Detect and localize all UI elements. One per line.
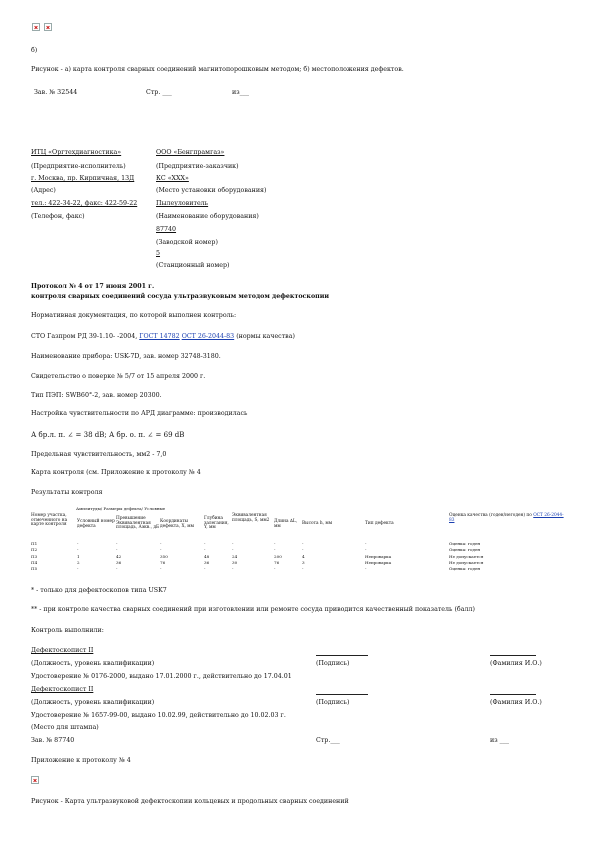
control-map-ref: Карта контроля (см. Приложение к протоколу № 4 [31,469,201,476]
equipment-name: Пылеуловитель [156,200,209,207]
table-cell: - [160,541,162,546]
person2-role: Дефектоскопист II [31,686,94,693]
header-cell [449,514,569,540]
executor-phone: тел.: 422-34-22, факс: 422-59-22 [31,200,138,207]
header-cell: Координаты дефекта, Х, мм [160,519,194,529]
person2-signature-caption: (Подпись) [316,699,350,706]
table-cell: - [204,547,206,553]
broken-image-icon [44,23,52,31]
table-group-header: Амплитуды/ Размеры дефекта/ Условные [76,506,166,511]
executor-address: г. Москва, пр. Кирпичная, 13Д [31,175,135,182]
equipment-caption: (Наименование оборудования) [156,213,259,220]
broken-image-icon [32,23,40,31]
table-cell: Оценка: годен [449,541,481,546]
table-cell: 1 [77,553,80,559]
table-cell: П1 [31,541,38,546]
person1-role: Дефектоскопист II [31,647,94,654]
standards-line [31,334,295,340]
customer-name: ООО «Бенгпрамгаз» [156,149,225,156]
table-cell: 350 [160,553,168,559]
table-cell: - [365,541,367,546]
person1-signature-caption: (Подпись) [316,660,350,667]
header-link-ost[interactable]: ОСТ 26-2044-83 [449,513,564,523]
table-cell: П3 [31,553,38,559]
sensitivity-setup: Настройка чувствительности по АРД диаграмме: производилась [31,410,248,417]
signature-line [316,694,368,695]
page-label-bottom: Стр.___ [316,737,340,744]
table-cell: - [302,566,304,572]
table-cell: П5 [31,566,38,572]
name-line [490,655,536,656]
table-cell: - [77,566,79,572]
phone-caption: (Телефон, факс) [31,213,85,220]
table-cell: - [232,541,234,546]
executor-caption: (Предприятие-исполнитель) [31,163,126,170]
level-line: А бр.л. п. ∠ = 38 dB; А бр. о. п. ∠ = 69 dB [31,431,185,439]
table-cell: 76 [160,559,166,565]
table-cell: Непроварка [365,559,392,565]
table-cell: 30 [232,559,238,565]
figure-caption-bottom: Рисунок - Карта ультразвуковой дефектоскопии кольцевых и продольных сварных соединений [31,798,349,805]
protocol-subtitle: контроля сварных соединений сосуда ультразвуковым методом дефектоскопии [31,293,330,300]
table-cell: - [274,547,276,553]
table-cell: - [302,541,304,546]
serial-caption: (Заводской номер) [156,239,218,246]
table-cell: - [116,547,118,553]
table-cell: 2 [77,559,80,565]
signature-line [316,655,368,656]
table-cell: 200 [274,553,282,559]
header-cell: Номер участка, отмеченного на карте контроля [31,513,68,527]
page-label-top: Стр. ___ [146,89,172,96]
stamp-place: (Место для штампа) [31,724,99,731]
station-caption: (Станционный номер) [156,262,230,269]
table-cell: - [274,566,276,572]
table-cell: Не допускается [449,553,484,559]
protocol-title: Протокол № 4 от 17 июня 2001 г. [31,283,155,290]
table-cell: - [77,547,79,553]
table-cell: - [365,566,367,572]
customer-caption: (Предприятие-заказчик) [156,163,239,170]
header-cell: Превышение Эквивалентная площадь, Аэкв., дБ [116,516,160,530]
table-cell: - [160,547,162,553]
table-cell: - [204,566,206,572]
standard-prefix: СТО Газпром РД 39-1.10- -2004, [31,333,138,340]
note-2: ** - при контроле качества сварных соединений при изготовлении или ремонте сосуда приводится качественный показатель (балл) [31,606,475,613]
table-header-row [31,514,569,540]
header-cell: Тип дефекта [365,521,394,526]
person2-certificate: Удостоверение № 1657-99-00, выдано 10.02.99, действительно до 10.02.03 г. [31,712,286,719]
table-cell: - [302,547,304,553]
table-cell: П2 [31,547,38,553]
table-cell: - [204,541,206,546]
address-caption: (Адрес) [31,187,56,194]
person2-name-caption: (Фамилия И.О.) [490,699,542,706]
table-cell: - [232,547,234,553]
name-line [490,694,536,695]
person2-caption: (Должность, уровень квалификации) [31,699,155,706]
header-cell: Длина ∆L, мм [274,519,298,529]
table-cell: Оценка: годен [449,547,481,553]
certificate-info: Свидетельство о поверке № 5/7 от 15 апреля 2000 г. [31,373,206,380]
installation-place: КС «XXX» [156,175,189,182]
signatures-title: Контроль выполнили: [31,627,104,634]
of-label-top: из___ [232,89,250,96]
ref-number-bottom: Зав. № 87740 [31,737,75,744]
table-cell: Оценка: годен [449,566,481,572]
person1-name-caption: (Фамилия И.О.) [490,660,542,667]
table-cell: Не допускается [449,559,484,565]
quality-header-text: Оценка качества (годен/негоден) по [449,513,534,518]
table-cell: 4 [302,553,305,559]
of-label-bottom: из ___ [490,737,510,744]
device-info: Наименование прибора: USK-7D, зав. номер 32748-3180. [31,353,221,360]
broken-image-icon [31,776,39,784]
header-cell: Высота h, мм [302,521,333,526]
normative-docs: Нормативная документация, по которой выполнен контроль: [31,312,237,319]
table-cell: - [77,541,79,546]
header-cell: Условный номер дефекта [77,519,115,529]
standard-link-ost[interactable]: ОСТ 26-2044-83 [181,333,235,340]
note-1: * - только для дефектоскопов типа USK7 [31,587,167,594]
table-cell: 36 [116,559,122,565]
header-cell: Эквивалентная площадь, S, мм2 [232,513,270,523]
station-number: 5 [156,250,161,257]
table-cell: 36 [204,559,210,565]
table-cell: 48 [204,553,210,559]
figure-caption-top: Рисунок - а) карта контроля сварных соединений магнитопорошковым методом; б) местоположения дефектов. [31,66,404,73]
table-cell: - [116,541,118,546]
executor-name: ИТЦ «Оргтехдиагностика» [31,149,122,156]
standard-suffix: (нормы качества) [236,333,295,340]
table-cell: 24 [232,553,238,559]
table-cell: Непроварка [365,553,392,559]
standard-link-gost[interactable]: ГОСТ 14782 [139,333,180,340]
table-cell: 42 [116,553,122,559]
results-title: Результаты контроля [31,489,103,496]
results-table [31,514,569,540]
table-cell: П4 [31,559,38,565]
person1-caption: (Должность, уровень квалификации) [31,660,155,667]
table-cell: - [160,566,162,572]
transducer-info: Тип ПЭП: SWB60°-2, зав. номер 20300. [31,392,162,399]
item-label: б) [31,47,38,54]
table-cell: 76 [274,559,280,565]
limit-sensitivity: Предельная чувствительность, мм2 - 7,0 [31,451,167,458]
table-cell: - [365,547,367,553]
person1-certificate: Удостоверение № 0176-2000, выдано 17.01.2000 г., действительно до 17.04.01 [31,673,292,680]
table-cell: - [232,566,234,572]
table-cell: - [274,541,276,546]
ref-number-top: Зав. № 32544 [34,89,78,96]
table-cell: - [116,566,118,572]
header-cell: Глубина залегания, Y, мм [204,516,229,530]
table-cell: 3 [302,559,305,565]
serial-number: 87740 [156,226,177,233]
installation-caption: (Место установки оборудования) [156,187,267,194]
appendix-label: Приложение к протоколу № 4 [31,757,131,764]
